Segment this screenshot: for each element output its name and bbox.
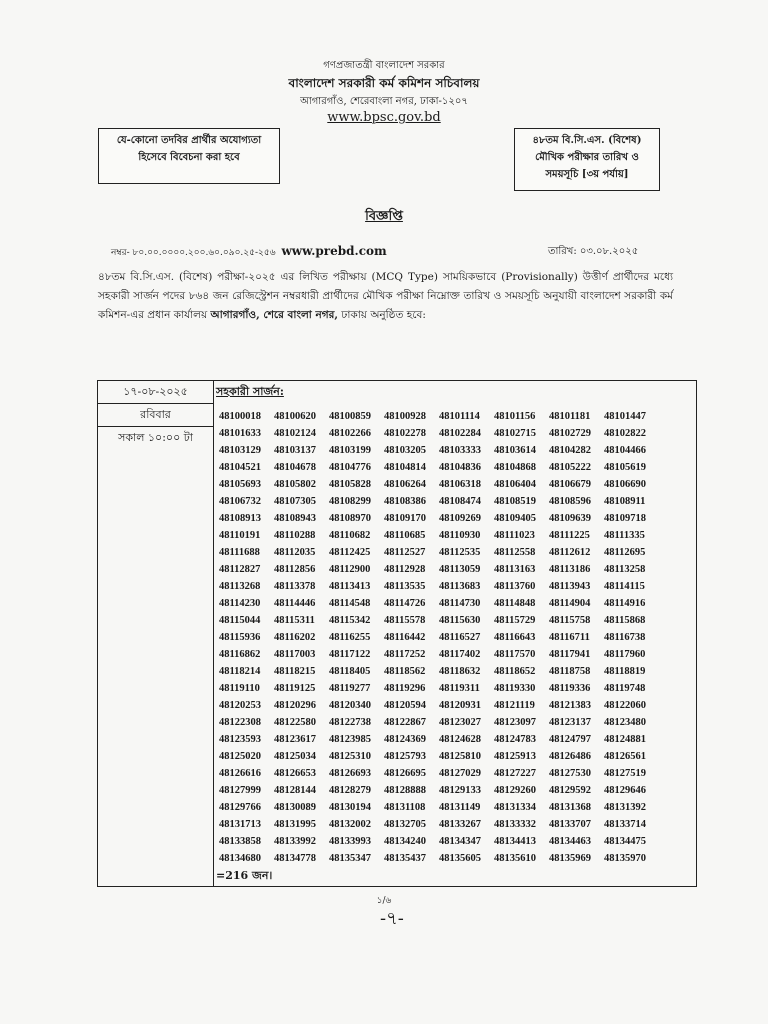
registration-number: 48110682 (329, 530, 371, 541)
number-row (219, 748, 696, 765)
registration-number: 48126693 (329, 768, 371, 779)
registration-number: 48105693 (219, 479, 261, 490)
registration-number: 48134680 (219, 853, 261, 864)
registration-number: 48122580 (274, 717, 316, 728)
registration-number: 48103614 (494, 445, 536, 456)
registration-number: 48134778 (274, 853, 316, 864)
govt-line: গণপ্রজাতন্ত্রী বাংলাদেশ সরকার (323, 60, 445, 71)
memo-number (111, 244, 387, 260)
registration-number: 48114548 (329, 598, 371, 609)
registration-number: 48131334 (494, 802, 536, 813)
registration-number: 48105222 (549, 462, 591, 473)
registration-number: 48100928 (384, 411, 426, 422)
registration-number: 48125310 (329, 751, 371, 762)
registration-number: 48104776 (329, 462, 371, 473)
registration-number: 48117122 (329, 649, 371, 660)
registration-number: 48102715 (494, 428, 536, 439)
registration-number: 48126653 (274, 768, 316, 779)
registration-number: 48115758 (549, 615, 591, 626)
registration-number: 48119125 (274, 683, 316, 694)
registration-number: 48112900 (329, 564, 371, 575)
registration-number: 48122308 (219, 717, 261, 728)
registration-number: 48119330 (494, 683, 536, 694)
registration-number: 48123985 (329, 734, 371, 745)
registration-number: 48113186 (549, 564, 591, 575)
registration-number: 48124797 (549, 734, 591, 745)
registration-number: 48135610 (494, 853, 536, 864)
registration-number: 48129766 (219, 802, 261, 813)
memo-number-text: নম্বর- ৮০.০০.০০০০.২০০.৬০.০৯০.২৫-২৫৬ (111, 248, 276, 258)
watermark-text: www.prebd.com (281, 244, 387, 258)
registration-number: 48112035 (274, 547, 316, 558)
registration-number: 48101633 (219, 428, 261, 439)
registration-number: 48114730 (439, 598, 481, 609)
registration-number: 48110191 (219, 530, 261, 541)
registration-number: 48127999 (219, 785, 261, 796)
registration-number: 48117252 (384, 649, 426, 660)
registration-number: 48114916 (604, 598, 646, 609)
registration-number: 48117402 (439, 649, 481, 660)
registration-number: 48109405 (494, 513, 536, 524)
schedule-day: রবিবার (98, 403, 213, 426)
registration-number: 48115578 (384, 615, 426, 626)
registration-number: 48129646 (604, 785, 646, 796)
registration-number: 48127530 (549, 768, 591, 779)
registration-number: 48104466 (604, 445, 646, 456)
registration-number: 48115729 (494, 615, 536, 626)
registration-number: 48116711 (549, 632, 590, 643)
registration-number: 48126561 (604, 751, 646, 762)
registration-number: 48101181 (549, 411, 591, 422)
registration-number: 48104814 (384, 462, 426, 473)
registration-number: 48133332 (494, 819, 536, 830)
registration-number: 48111023 (494, 530, 535, 541)
registration-number: 48106318 (439, 479, 481, 490)
registration-number: 48132705 (384, 819, 426, 830)
registration-number: 48122867 (384, 717, 426, 728)
registration-number: 48125793 (384, 751, 426, 762)
registration-number: 48103199 (329, 445, 371, 456)
schedule-time: সকাল ১০:০০ টা (98, 426, 213, 449)
registration-number: 48113059 (439, 564, 481, 575)
registration-number: 48113268 (219, 581, 261, 592)
registration-number: 48102124 (274, 428, 316, 439)
candidate-total: =216 জন। (216, 869, 273, 882)
registration-number: 48125020 (219, 751, 261, 762)
number-row (219, 697, 696, 714)
registration-number: 48125034 (274, 751, 316, 762)
registration-number: 48127519 (604, 768, 646, 779)
registration-number: 48108943 (274, 513, 316, 524)
registration-number: 48135969 (549, 853, 591, 864)
schedule-date-cell (98, 381, 214, 887)
registration-number: 48116442 (384, 632, 426, 643)
registration-number: 48114115 (604, 581, 645, 592)
registration-number: 48112695 (604, 547, 646, 558)
registration-number: 48112856 (274, 564, 316, 575)
number-row (219, 425, 696, 442)
registration-number: 48104521 (219, 462, 261, 473)
registration-number: 48134463 (549, 836, 591, 847)
registration-number: 48116738 (604, 632, 646, 643)
registration-number: 48106690 (604, 479, 646, 490)
registration-number: 48125810 (439, 751, 481, 762)
registration-number: 48131392 (604, 802, 646, 813)
registration-number: 48100018 (219, 411, 261, 422)
registration-number: 48108911 (604, 496, 646, 507)
registration-number: 48111688 (219, 547, 260, 558)
registration-number: 48119311 (439, 683, 480, 694)
registration-number: 48115342 (329, 615, 371, 626)
registration-number: 48117003 (274, 649, 316, 660)
registration-number: 48106264 (384, 479, 426, 490)
office-name: বাংলাদেশ সরকারী কর্ম কমিশন সচিবালয় (288, 76, 480, 90)
registration-number: 48112827 (219, 564, 261, 575)
registration-number: 48112928 (384, 564, 426, 575)
registration-number: 48106404 (494, 479, 536, 490)
registration-number: 48104282 (549, 445, 591, 456)
registration-number: 48131149 (439, 802, 481, 813)
registration-number: 48134413 (494, 836, 536, 847)
registration-number: 48105828 (329, 479, 371, 490)
registration-number: 48107305 (274, 496, 316, 507)
registration-number: 48106732 (219, 496, 261, 507)
number-row (219, 765, 696, 782)
number-row (219, 799, 696, 816)
registration-number: 48101156 (494, 411, 536, 422)
registration-number: 48117941 (549, 649, 591, 660)
registration-number: 48128279 (329, 785, 371, 796)
registration-number: 48104678 (274, 462, 316, 473)
registration-number: 48112527 (384, 547, 426, 558)
registration-number: 48116255 (329, 632, 371, 643)
registration-number: 48102729 (549, 428, 591, 439)
registration-number: 48129592 (549, 785, 591, 796)
registration-number: 48111335 (604, 530, 645, 541)
registration-number: 48118758 (549, 666, 591, 677)
registration-number: 48113258 (604, 564, 646, 575)
registration-number: 48113943 (549, 581, 591, 592)
website-link[interactable]: www.bpsc.gov.bd (327, 110, 441, 125)
registration-number: 48133707 (549, 819, 591, 830)
memo-date: তারিখ: ০৩.০৮.২০২৫ (548, 246, 639, 257)
registration-number: 48114446 (274, 598, 316, 609)
registration-number: 48134347 (439, 836, 481, 847)
registration-number: 48110288 (274, 530, 316, 541)
registration-number: 48115630 (439, 615, 481, 626)
registration-number: 48116862 (219, 649, 261, 660)
exam-info-line-2: মৌখিক পরীক্ষার তারিখ ও (535, 152, 639, 163)
registration-number: 48135970 (604, 853, 646, 864)
number-row (219, 629, 696, 646)
registration-number: 48108913 (219, 513, 261, 524)
registration-number: 48124369 (384, 734, 426, 745)
registration-number: 48114230 (219, 598, 261, 609)
number-row (219, 442, 696, 459)
registration-number: 48129133 (439, 785, 481, 796)
warning-line-1: যে-কোনো তদবির প্রার্থীর অযোগ্যতা (116, 135, 262, 146)
schedule-date: ১৭-০৮-২০২৫ (123, 385, 188, 398)
registration-number: 48133267 (439, 819, 481, 830)
registration-number: 48101447 (604, 411, 646, 422)
registration-number: 48123593 (219, 734, 261, 745)
registration-number: 48103137 (274, 445, 316, 456)
registration-number: 48105619 (604, 462, 646, 473)
registration-number: 48120296 (274, 700, 316, 711)
exam-info-line-1: ৪৮তম বি.সি.এস. (বিশেষ) (532, 135, 642, 146)
office-address: আগারগাঁও, শেরেবাংলা নগর, ঢাকা-১২০৭ (300, 96, 468, 107)
registration-number: 48104868 (494, 462, 536, 473)
paragraph-venue: আগারগাঁও, শেরে বাংলা নগর, (210, 309, 339, 321)
registration-number: 48122060 (604, 700, 646, 711)
registration-number: 48108596 (549, 496, 591, 507)
registration-number: 48135605 (439, 853, 481, 864)
registration-number: 48108519 (494, 496, 536, 507)
registration-number: 48135347 (329, 853, 371, 864)
registration-number: 48114904 (549, 598, 591, 609)
registration-number: 48120594 (384, 700, 426, 711)
registration-number: 48103333 (439, 445, 481, 456)
registration-number: 48109639 (549, 513, 591, 524)
number-row (219, 510, 696, 527)
registration-number: 48125913 (494, 751, 536, 762)
exam-info-box (514, 128, 660, 191)
registration-number: 48121119 (494, 700, 535, 711)
registration-number: 48100859 (329, 411, 371, 422)
number-row (219, 816, 696, 833)
registration-number: 48123097 (494, 717, 536, 728)
registration-number: 48113760 (494, 581, 536, 592)
registration-number: 48108299 (329, 496, 371, 507)
registration-number: 48131368 (549, 802, 591, 813)
registration-number: 48116643 (494, 632, 536, 643)
registration-number: 48102278 (384, 428, 426, 439)
registration-number: 48123617 (274, 734, 316, 745)
number-row (219, 850, 696, 867)
registration-number: 48112535 (439, 547, 481, 558)
registration-number: 48123027 (439, 717, 481, 728)
registration-number: 48103205 (384, 445, 426, 456)
registration-number: 48115936 (219, 632, 261, 643)
number-row (219, 408, 696, 425)
registration-number: 48106679 (549, 479, 591, 490)
registration-number: 48120931 (439, 700, 481, 711)
registration-number: 48133714 (604, 819, 646, 830)
number-row (219, 578, 696, 595)
registration-number: 48118562 (384, 666, 426, 677)
registration-number: 48102284 (439, 428, 481, 439)
number-row (219, 561, 696, 578)
registration-number: 48111225 (549, 530, 590, 541)
registration-number: 48114726 (384, 598, 426, 609)
registration-number: 48102266 (329, 428, 371, 439)
registration-number: 48123137 (549, 717, 591, 728)
registration-number: 48133993 (329, 836, 371, 847)
number-row (219, 527, 696, 544)
registration-number: 48114848 (494, 598, 536, 609)
registration-number: 48113413 (329, 581, 371, 592)
registration-number: 48113683 (439, 581, 481, 592)
registration-number: 48109170 (384, 513, 426, 524)
registration-number: 48119110 (219, 683, 260, 694)
number-row (219, 680, 696, 697)
number-row (219, 714, 696, 731)
registration-number: 48100620 (274, 411, 316, 422)
registration-number: 48131108 (384, 802, 426, 813)
registration-number: 48117960 (604, 649, 646, 660)
registration-number: 48115044 (219, 615, 261, 626)
registration-number: 48127029 (439, 768, 481, 779)
registration-number: 48128888 (384, 785, 426, 796)
number-row (219, 833, 696, 850)
registration-number: 48118215 (274, 666, 316, 677)
registration-number: 48110930 (439, 530, 481, 541)
registration-number: 48120340 (329, 700, 371, 711)
registration-number: 48109718 (604, 513, 646, 524)
registration-number: 48108386 (384, 496, 426, 507)
registration-number: 48104836 (439, 462, 481, 473)
registration-number: 48101114 (439, 411, 480, 422)
number-row (219, 731, 696, 748)
registration-number: 48124628 (439, 734, 481, 745)
registration-number: 48113535 (384, 581, 426, 592)
registration-number: 48133858 (219, 836, 261, 847)
signature: -৭- (380, 908, 404, 929)
registration-number: 48109269 (439, 513, 481, 524)
registration-number: 48118214 (219, 666, 261, 677)
registration-number: 48118819 (604, 666, 646, 677)
registration-number: 48108474 (439, 496, 481, 507)
registration-number: 48102822 (604, 428, 646, 439)
registration-number: 48103129 (219, 445, 261, 456)
number-row (219, 544, 696, 561)
registration-number: 48105802 (274, 479, 316, 490)
registration-number: 48119336 (549, 683, 591, 694)
registration-number: 48133992 (274, 836, 316, 847)
registration-number: 48126616 (219, 768, 261, 779)
warning-line-2: হিসেবে বিবেচনা করা হবে (138, 152, 240, 163)
registration-number: 48115868 (604, 615, 646, 626)
registration-number: 48134475 (604, 836, 646, 847)
registration-number: 48119277 (329, 683, 371, 694)
registration-number: 48118405 (329, 666, 371, 677)
registration-number: 48131713 (219, 819, 261, 830)
registration-number: 48130089 (274, 802, 316, 813)
registration-number: 48124881 (604, 734, 646, 745)
registration-number: 48117570 (494, 649, 536, 660)
number-row (219, 782, 696, 799)
registration-number: 48122738 (329, 717, 371, 728)
registration-number: 48110685 (384, 530, 426, 541)
registration-number: 48128144 (274, 785, 316, 796)
registration-number: 48115311 (274, 615, 315, 626)
registration-number: 48121383 (549, 700, 591, 711)
paragraph-text: ৪৮তম বি.সি.এস. (বিশেষ) পরীক্ষা-২০২৫ এর লিখিত পরীক্ষায় (MCQ Type) সাময়িকভাবে (Provisionally) উত্তীর্ণ প্রার্থীদের মধ্যে সহকারী সার্জন পদের ৮৬৪ জন রেজিস্ট্রেশন নম্বরধারী প্রার্থীদের মৌখিক পরীক্ষা নিম্নোক্ত তারিখ ও সময়সূচি অনুযায়ী বাংলাদেশ সরকারী কর্ম কমিশন-এর প্রধান কার্যালয় (98, 271, 673, 321)
registration-number: 48112425 (329, 547, 371, 558)
number-row (219, 612, 696, 629)
registration-number: 48112558 (494, 547, 536, 558)
registration-number: 48134240 (384, 836, 426, 847)
registration-number: 48116202 (274, 632, 316, 643)
registration-number: 48120253 (219, 700, 261, 711)
registration-numbers (214, 408, 696, 867)
notice-title: বিজ্ঞপ্তি (365, 209, 403, 224)
registration-number: 48131995 (274, 819, 316, 830)
registration-number: 48119748 (604, 683, 646, 694)
registration-number: 48118632 (439, 666, 481, 677)
registration-number: 48126695 (384, 768, 426, 779)
number-row (219, 663, 696, 680)
number-row (219, 646, 696, 663)
registration-number: 48132002 (329, 819, 371, 830)
paragraph-tail: ঢাকায় অনুষ্ঠিত হবে: (338, 309, 426, 321)
registration-number: 48112612 (549, 547, 591, 558)
registration-number: 48135437 (384, 853, 426, 864)
warning-box (98, 128, 280, 184)
number-row (219, 476, 696, 493)
candidates-cell (214, 381, 697, 887)
registration-number: 48113163 (494, 564, 536, 575)
registration-number: 48129260 (494, 785, 536, 796)
number-row (219, 493, 696, 510)
registration-number: 48118652 (494, 666, 536, 677)
number-row (219, 459, 696, 476)
page-number: ১/৬ (376, 896, 392, 906)
registration-number: 48126486 (549, 751, 591, 762)
registration-number: 48119296 (384, 683, 426, 694)
registration-number: 48127227 (494, 768, 536, 779)
registration-number: 48130194 (329, 802, 371, 813)
registration-number: 48116527 (439, 632, 481, 643)
registration-number: 48123480 (604, 717, 646, 728)
schedule-table (97, 380, 697, 887)
registration-number: 48124783 (494, 734, 536, 745)
registration-number: 48113378 (274, 581, 316, 592)
post-name: সহকারী সার্জন: (216, 385, 284, 398)
notice-paragraph (98, 268, 673, 325)
registration-number: 48108970 (329, 513, 371, 524)
exam-info-line-3: সময়সূচি [৩য় পর্যায়] (545, 169, 629, 180)
number-row (219, 595, 696, 612)
